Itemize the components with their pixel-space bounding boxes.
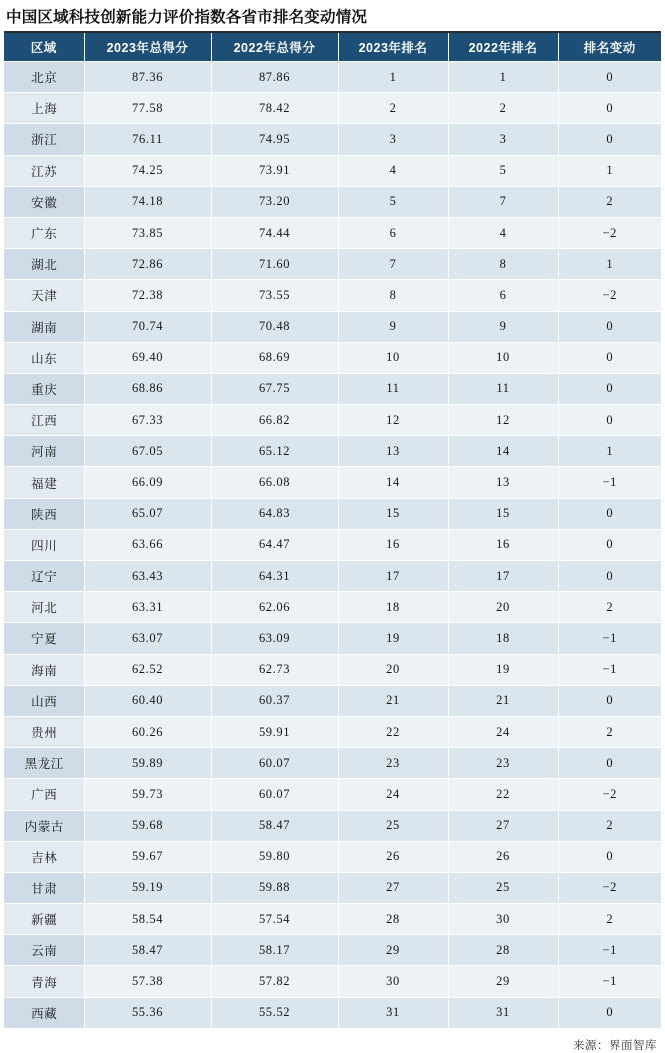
cell-rank-2023: 3 xyxy=(338,124,448,155)
cell-rank-2022: 12 xyxy=(448,405,558,436)
cell-score-2023: 66.09 xyxy=(84,467,211,498)
table-header xyxy=(4,33,661,62)
cell-score-2023: 59.67 xyxy=(84,841,211,872)
cell-score-2022: 74.44 xyxy=(211,217,338,248)
ranking-table xyxy=(4,33,661,1029)
cell-rank-2023: 15 xyxy=(338,498,448,529)
cell-score-2023: 59.68 xyxy=(84,810,211,841)
cell-rank-change: 0 xyxy=(558,342,661,373)
cell-rank-2023: 2 xyxy=(338,93,448,124)
cell-score-2023: 73.85 xyxy=(84,217,211,248)
cell-rank-change: 2 xyxy=(558,716,661,747)
table-row xyxy=(4,592,661,623)
cell-rank-2022: 5 xyxy=(448,155,558,186)
cell-score-2023: 63.43 xyxy=(84,561,211,592)
cell-rank-2022: 14 xyxy=(448,436,558,467)
cell-score-2023: 60.26 xyxy=(84,716,211,747)
cell-rank-change: 0 xyxy=(558,373,661,404)
cell-region: 北京 xyxy=(4,62,84,93)
cell-score-2022: 60.07 xyxy=(211,779,338,810)
cell-rank-2022: 27 xyxy=(448,810,558,841)
source-note: 来源：界面智库 xyxy=(573,1039,657,1052)
cell-score-2023: 72.38 xyxy=(84,280,211,311)
cell-rank-2023: 7 xyxy=(338,249,448,280)
cell-region: 广东 xyxy=(4,217,84,248)
cell-score-2023: 60.40 xyxy=(84,685,211,716)
cell-rank-2022: 3 xyxy=(448,124,558,155)
cell-score-2022: 55.52 xyxy=(211,997,338,1028)
table-row xyxy=(4,467,661,498)
cell-score-2023: 77.58 xyxy=(84,93,211,124)
cell-rank-2022: 21 xyxy=(448,685,558,716)
cell-rank-2023: 19 xyxy=(338,623,448,654)
table-row xyxy=(4,966,661,997)
table-row xyxy=(4,124,661,155)
cell-score-2022: 64.47 xyxy=(211,529,338,560)
column-header-region: 区域 xyxy=(4,33,84,62)
cell-rank-2022: 24 xyxy=(448,716,558,747)
table-row xyxy=(4,342,661,373)
cell-score-2023: 59.73 xyxy=(84,779,211,810)
cell-rank-2022: 22 xyxy=(448,779,558,810)
cell-rank-2022: 13 xyxy=(448,467,558,498)
table-row xyxy=(4,217,661,248)
table-row xyxy=(4,904,661,935)
table-row xyxy=(4,841,661,872)
cell-score-2022: 70.48 xyxy=(211,311,338,342)
column-header-rank-2022: 2022年排名 xyxy=(448,33,558,62)
cell-score-2022: 65.12 xyxy=(211,436,338,467)
table-row xyxy=(4,716,661,747)
cell-rank-2023: 8 xyxy=(338,280,448,311)
cell-score-2022: 64.83 xyxy=(211,498,338,529)
cell-rank-2023: 28 xyxy=(338,904,448,935)
cell-rank-2022: 4 xyxy=(448,217,558,248)
cell-region: 青海 xyxy=(4,966,84,997)
cell-region: 广西 xyxy=(4,779,84,810)
cell-rank-2023: 20 xyxy=(338,654,448,685)
cell-region: 宁夏 xyxy=(4,623,84,654)
cell-rank-change: 2 xyxy=(558,810,661,841)
table-row xyxy=(4,935,661,966)
cell-rank-change: 0 xyxy=(558,405,661,436)
cell-rank-2022: 11 xyxy=(448,373,558,404)
cell-rank-change: −1 xyxy=(558,966,661,997)
cell-rank-change: 1 xyxy=(558,436,661,467)
cell-rank-2023: 14 xyxy=(338,467,448,498)
cell-rank-change: 0 xyxy=(558,311,661,342)
column-header-rank-change: 排名变动 xyxy=(558,33,661,62)
cell-score-2023: 58.54 xyxy=(84,904,211,935)
table-row xyxy=(4,654,661,685)
cell-rank-change: −2 xyxy=(558,872,661,903)
cell-score-2022: 58.47 xyxy=(211,810,338,841)
cell-score-2023: 87.36 xyxy=(84,62,211,93)
cell-score-2022: 73.91 xyxy=(211,155,338,186)
cell-rank-2022: 30 xyxy=(448,904,558,935)
table-row xyxy=(4,561,661,592)
cell-rank-2023: 11 xyxy=(338,373,448,404)
cell-rank-2022: 10 xyxy=(448,342,558,373)
cell-rank-2022: 9 xyxy=(448,311,558,342)
cell-rank-2022: 28 xyxy=(448,935,558,966)
cell-rank-2023: 31 xyxy=(338,997,448,1028)
cell-region: 西藏 xyxy=(4,997,84,1028)
cell-score-2022: 66.08 xyxy=(211,467,338,498)
column-header-score-2022: 2022年总得分 xyxy=(211,33,338,62)
cell-rank-2023: 23 xyxy=(338,748,448,779)
cell-score-2022: 66.82 xyxy=(211,405,338,436)
cell-region: 湖南 xyxy=(4,311,84,342)
cell-rank-change: −2 xyxy=(558,280,661,311)
cell-rank-2023: 21 xyxy=(338,685,448,716)
cell-score-2023: 62.52 xyxy=(84,654,211,685)
cell-score-2022: 60.07 xyxy=(211,748,338,779)
cell-rank-2023: 16 xyxy=(338,529,448,560)
page-title: 中国区域科技创新能力评价指数各省市排名变动情况 xyxy=(6,9,368,26)
table-row xyxy=(4,155,661,186)
cell-score-2022: 64.31 xyxy=(211,561,338,592)
cell-rank-change: 1 xyxy=(558,155,661,186)
cell-score-2023: 74.18 xyxy=(84,186,211,217)
column-header-score-2023: 2023年总得分 xyxy=(84,33,211,62)
cell-score-2023: 72.86 xyxy=(84,249,211,280)
cell-score-2023: 58.47 xyxy=(84,935,211,966)
cell-rank-change: 2 xyxy=(558,186,661,217)
cell-rank-change: 0 xyxy=(558,62,661,93)
cell-rank-change: −1 xyxy=(558,623,661,654)
cell-rank-2023: 26 xyxy=(338,841,448,872)
cell-score-2023: 65.07 xyxy=(84,498,211,529)
cell-region: 吉林 xyxy=(4,841,84,872)
table-row xyxy=(4,748,661,779)
cell-region: 重庆 xyxy=(4,373,84,404)
cell-score-2022: 71.60 xyxy=(211,249,338,280)
cell-region: 黑龙江 xyxy=(4,748,84,779)
cell-rank-change: 0 xyxy=(558,748,661,779)
cell-rank-change: 0 xyxy=(558,841,661,872)
cell-rank-2022: 2 xyxy=(448,93,558,124)
cell-score-2023: 55.36 xyxy=(84,997,211,1028)
table-body xyxy=(4,62,661,1029)
cell-score-2023: 67.33 xyxy=(84,405,211,436)
cell-region: 新疆 xyxy=(4,904,84,935)
cell-score-2023: 59.19 xyxy=(84,872,211,903)
cell-rank-2022: 7 xyxy=(448,186,558,217)
table-row xyxy=(4,186,661,217)
cell-region: 内蒙古 xyxy=(4,810,84,841)
cell-score-2023: 68.86 xyxy=(84,373,211,404)
cell-rank-2023: 29 xyxy=(338,935,448,966)
cell-rank-change: 0 xyxy=(558,124,661,155)
table-row xyxy=(4,997,661,1028)
cell-rank-change: 0 xyxy=(558,93,661,124)
cell-score-2023: 76.11 xyxy=(84,124,211,155)
cell-score-2023: 69.40 xyxy=(84,342,211,373)
table-row xyxy=(4,779,661,810)
cell-rank-2023: 27 xyxy=(338,872,448,903)
cell-rank-2022: 18 xyxy=(448,623,558,654)
cell-rank-change: 0 xyxy=(558,529,661,560)
cell-rank-2023: 30 xyxy=(338,966,448,997)
cell-rank-2022: 17 xyxy=(448,561,558,592)
cell-score-2022: 57.82 xyxy=(211,966,338,997)
cell-score-2022: 63.09 xyxy=(211,623,338,654)
cell-score-2023: 63.07 xyxy=(84,623,211,654)
cell-region: 辽宁 xyxy=(4,561,84,592)
cell-region: 四川 xyxy=(4,529,84,560)
cell-region: 安徽 xyxy=(4,186,84,217)
cell-rank-2022: 8 xyxy=(448,249,558,280)
cell-score-2022: 58.17 xyxy=(211,935,338,966)
cell-rank-2023: 6 xyxy=(338,217,448,248)
cell-rank-change: −1 xyxy=(558,935,661,966)
cell-region: 山东 xyxy=(4,342,84,373)
cell-rank-change: 0 xyxy=(558,685,661,716)
table-row xyxy=(4,436,661,467)
cell-score-2022: 57.54 xyxy=(211,904,338,935)
table-row xyxy=(4,872,661,903)
cell-region: 上海 xyxy=(4,93,84,124)
cell-rank-2022: 6 xyxy=(448,280,558,311)
cell-score-2022: 73.55 xyxy=(211,280,338,311)
cell-region: 陕西 xyxy=(4,498,84,529)
cell-score-2022: 59.80 xyxy=(211,841,338,872)
cell-rank-2022: 26 xyxy=(448,841,558,872)
cell-region: 江苏 xyxy=(4,155,84,186)
table-row xyxy=(4,62,661,93)
table-row xyxy=(4,373,661,404)
cell-rank-2023: 4 xyxy=(338,155,448,186)
cell-rank-2023: 22 xyxy=(338,716,448,747)
table-row xyxy=(4,93,661,124)
table-row xyxy=(4,810,661,841)
cell-rank-2023: 5 xyxy=(338,186,448,217)
cell-score-2023: 63.31 xyxy=(84,592,211,623)
cell-score-2022: 87.86 xyxy=(211,62,338,93)
cell-score-2022: 62.73 xyxy=(211,654,338,685)
table-row xyxy=(4,311,661,342)
cell-score-2022: 73.20 xyxy=(211,186,338,217)
cell-rank-change: 0 xyxy=(558,498,661,529)
cell-region: 云南 xyxy=(4,935,84,966)
cell-rank-change: −1 xyxy=(558,467,661,498)
cell-rank-2023: 1 xyxy=(338,62,448,93)
table-row xyxy=(4,405,661,436)
table-row xyxy=(4,529,661,560)
cell-rank-2023: 24 xyxy=(338,779,448,810)
cell-region: 甘肃 xyxy=(4,872,84,903)
cell-score-2023: 70.74 xyxy=(84,311,211,342)
table-row xyxy=(4,498,661,529)
cell-rank-change: −2 xyxy=(558,779,661,810)
cell-rank-2022: 19 xyxy=(448,654,558,685)
cell-region: 福建 xyxy=(4,467,84,498)
cell-score-2022: 78.42 xyxy=(211,93,338,124)
cell-score-2023: 74.25 xyxy=(84,155,211,186)
cell-rank-2022: 31 xyxy=(448,997,558,1028)
cell-region: 天津 xyxy=(4,280,84,311)
cell-rank-change: 1 xyxy=(558,249,661,280)
table-row xyxy=(4,280,661,311)
cell-score-2023: 59.89 xyxy=(84,748,211,779)
cell-region: 山西 xyxy=(4,685,84,716)
cell-score-2022: 59.88 xyxy=(211,872,338,903)
column-header-rank-2023: 2023年排名 xyxy=(338,33,448,62)
cell-region: 浙江 xyxy=(4,124,84,155)
cell-rank-2023: 17 xyxy=(338,561,448,592)
cell-rank-2022: 1 xyxy=(448,62,558,93)
cell-rank-2022: 16 xyxy=(448,529,558,560)
cell-rank-change: −1 xyxy=(558,654,661,685)
cell-region: 湖北 xyxy=(4,249,84,280)
cell-score-2023: 57.38 xyxy=(84,966,211,997)
cell-rank-2022: 25 xyxy=(448,872,558,903)
cell-rank-change: 2 xyxy=(558,904,661,935)
cell-rank-2023: 18 xyxy=(338,592,448,623)
cell-region: 海南 xyxy=(4,654,84,685)
cell-rank-2023: 12 xyxy=(338,405,448,436)
table-row xyxy=(4,685,661,716)
cell-rank-2023: 25 xyxy=(338,810,448,841)
table-row xyxy=(4,623,661,654)
cell-region: 河南 xyxy=(4,436,84,467)
cell-region: 江西 xyxy=(4,405,84,436)
cell-score-2022: 67.75 xyxy=(211,373,338,404)
cell-rank-2023: 10 xyxy=(338,342,448,373)
cell-score-2022: 74.95 xyxy=(211,124,338,155)
cell-rank-change: 2 xyxy=(558,592,661,623)
cell-score-2022: 59.91 xyxy=(211,716,338,747)
table-header-row xyxy=(4,33,661,62)
cell-rank-2022: 20 xyxy=(448,592,558,623)
cell-rank-change: 0 xyxy=(558,561,661,592)
cell-score-2022: 62.06 xyxy=(211,592,338,623)
cell-rank-2023: 13 xyxy=(338,436,448,467)
cell-rank-2022: 23 xyxy=(448,748,558,779)
cell-region: 贵州 xyxy=(4,716,84,747)
cell-score-2023: 63.66 xyxy=(84,529,211,560)
cell-score-2022: 68.69 xyxy=(211,342,338,373)
cell-rank-2022: 15 xyxy=(448,498,558,529)
table-row xyxy=(4,249,661,280)
cell-region: 河北 xyxy=(4,592,84,623)
cell-score-2023: 67.05 xyxy=(84,436,211,467)
cell-rank-2023: 9 xyxy=(338,311,448,342)
cell-rank-change: −2 xyxy=(558,217,661,248)
cell-rank-change: 0 xyxy=(558,997,661,1028)
cell-score-2022: 60.37 xyxy=(211,685,338,716)
cell-rank-2022: 29 xyxy=(448,966,558,997)
